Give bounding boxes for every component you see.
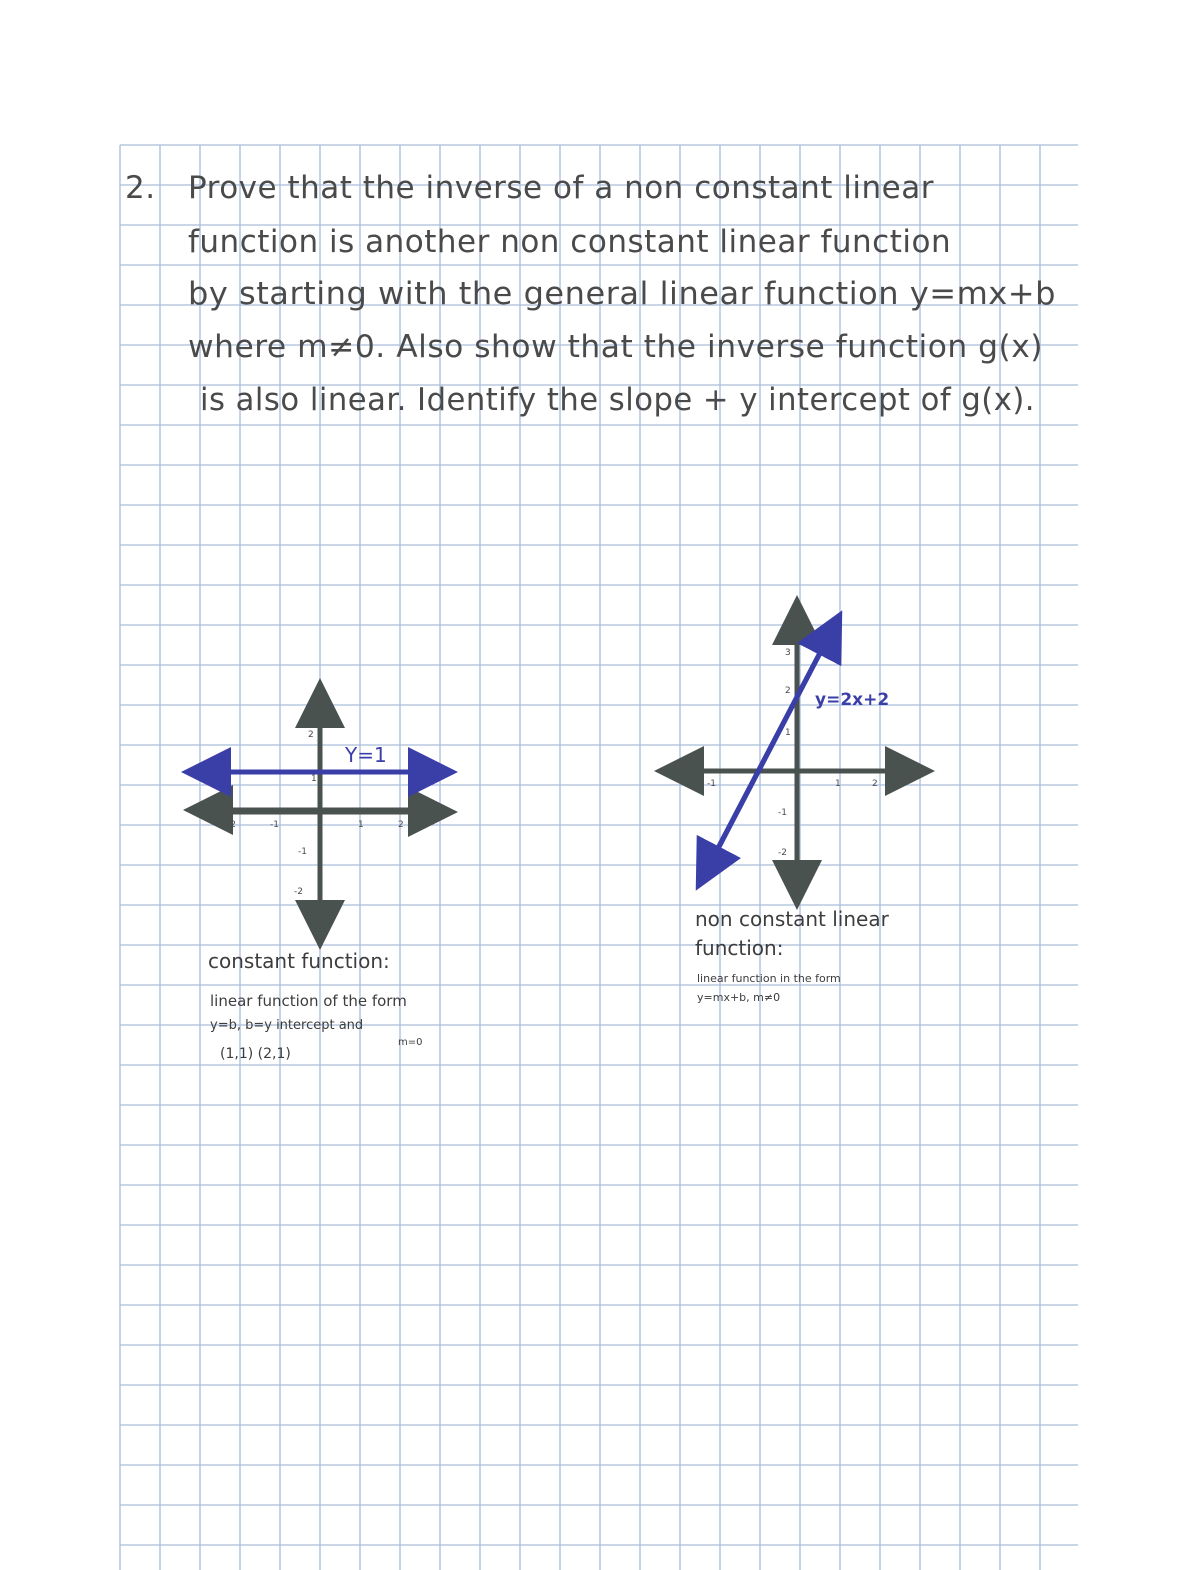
problem-line-2: function is another non constant linear function (188, 224, 952, 260)
constant-caption-line-3: m=0 (398, 1037, 423, 1048)
right-x-tick-2: 2 (872, 779, 878, 789)
constant-caption-title: constant function: (208, 949, 390, 973)
nonconstant-caption-line-1: linear function in the form (697, 972, 841, 985)
right-x-tick-neg1: -1 (707, 779, 716, 789)
constant-line-label: Y=1 (345, 743, 387, 767)
problem-line-3: by starting with the general linear function y=mx+b (188, 276, 1056, 312)
graph-nonconstant-function (674, 615, 915, 1004)
right-y-tick-3: 3 (785, 648, 791, 658)
right-y-tick-1: 1 (785, 728, 791, 738)
left-y-tick-neg2: -2 (294, 887, 303, 897)
nonconstant-caption-title-1: non constant linear (695, 907, 889, 931)
right-y-tick-neg1: -1 (778, 808, 787, 818)
nonconstant-caption-line-2: y=mx+b, m≠0 (697, 991, 781, 1004)
constant-caption-line-2: y=b, b=y intercept and (210, 1018, 364, 1033)
linear-function-label: y=2x+2 (815, 690, 890, 710)
problem-line-4: where m≠0. Also show that the inverse function g(x) (188, 329, 1043, 365)
problem-statement (125, 170, 1056, 418)
left-x-tick-2: 2 (398, 820, 404, 830)
right-y-tick-neg2: -2 (778, 848, 787, 858)
problem-line-1: Prove that the inverse of a non constant linear (188, 170, 934, 206)
right-x-tick-1: 1 (835, 779, 841, 789)
left-y-tick-2: 2 (308, 730, 314, 740)
left-x-tick-neg1: -1 (270, 820, 279, 830)
nonconstant-caption-title-2: function: (695, 936, 784, 960)
graph-constant-function (201, 698, 438, 1062)
left-x-tick-1: 1 (358, 820, 364, 830)
constant-caption-points: (1,1) (2,1) (220, 1046, 291, 1062)
right-y-tick-2: 2 (785, 686, 791, 696)
left-y-tick-neg1: -1 (298, 847, 307, 857)
left-y-tick-1: 1 (311, 774, 317, 784)
problem-number: 2. (125, 170, 156, 206)
problem-line-5: is also linear. Identify the slope + y intercept of g(x). (200, 382, 1035, 418)
constant-caption-line-1: linear function of the form (210, 992, 407, 1010)
left-x-tick-neg2: -2 (227, 820, 236, 830)
